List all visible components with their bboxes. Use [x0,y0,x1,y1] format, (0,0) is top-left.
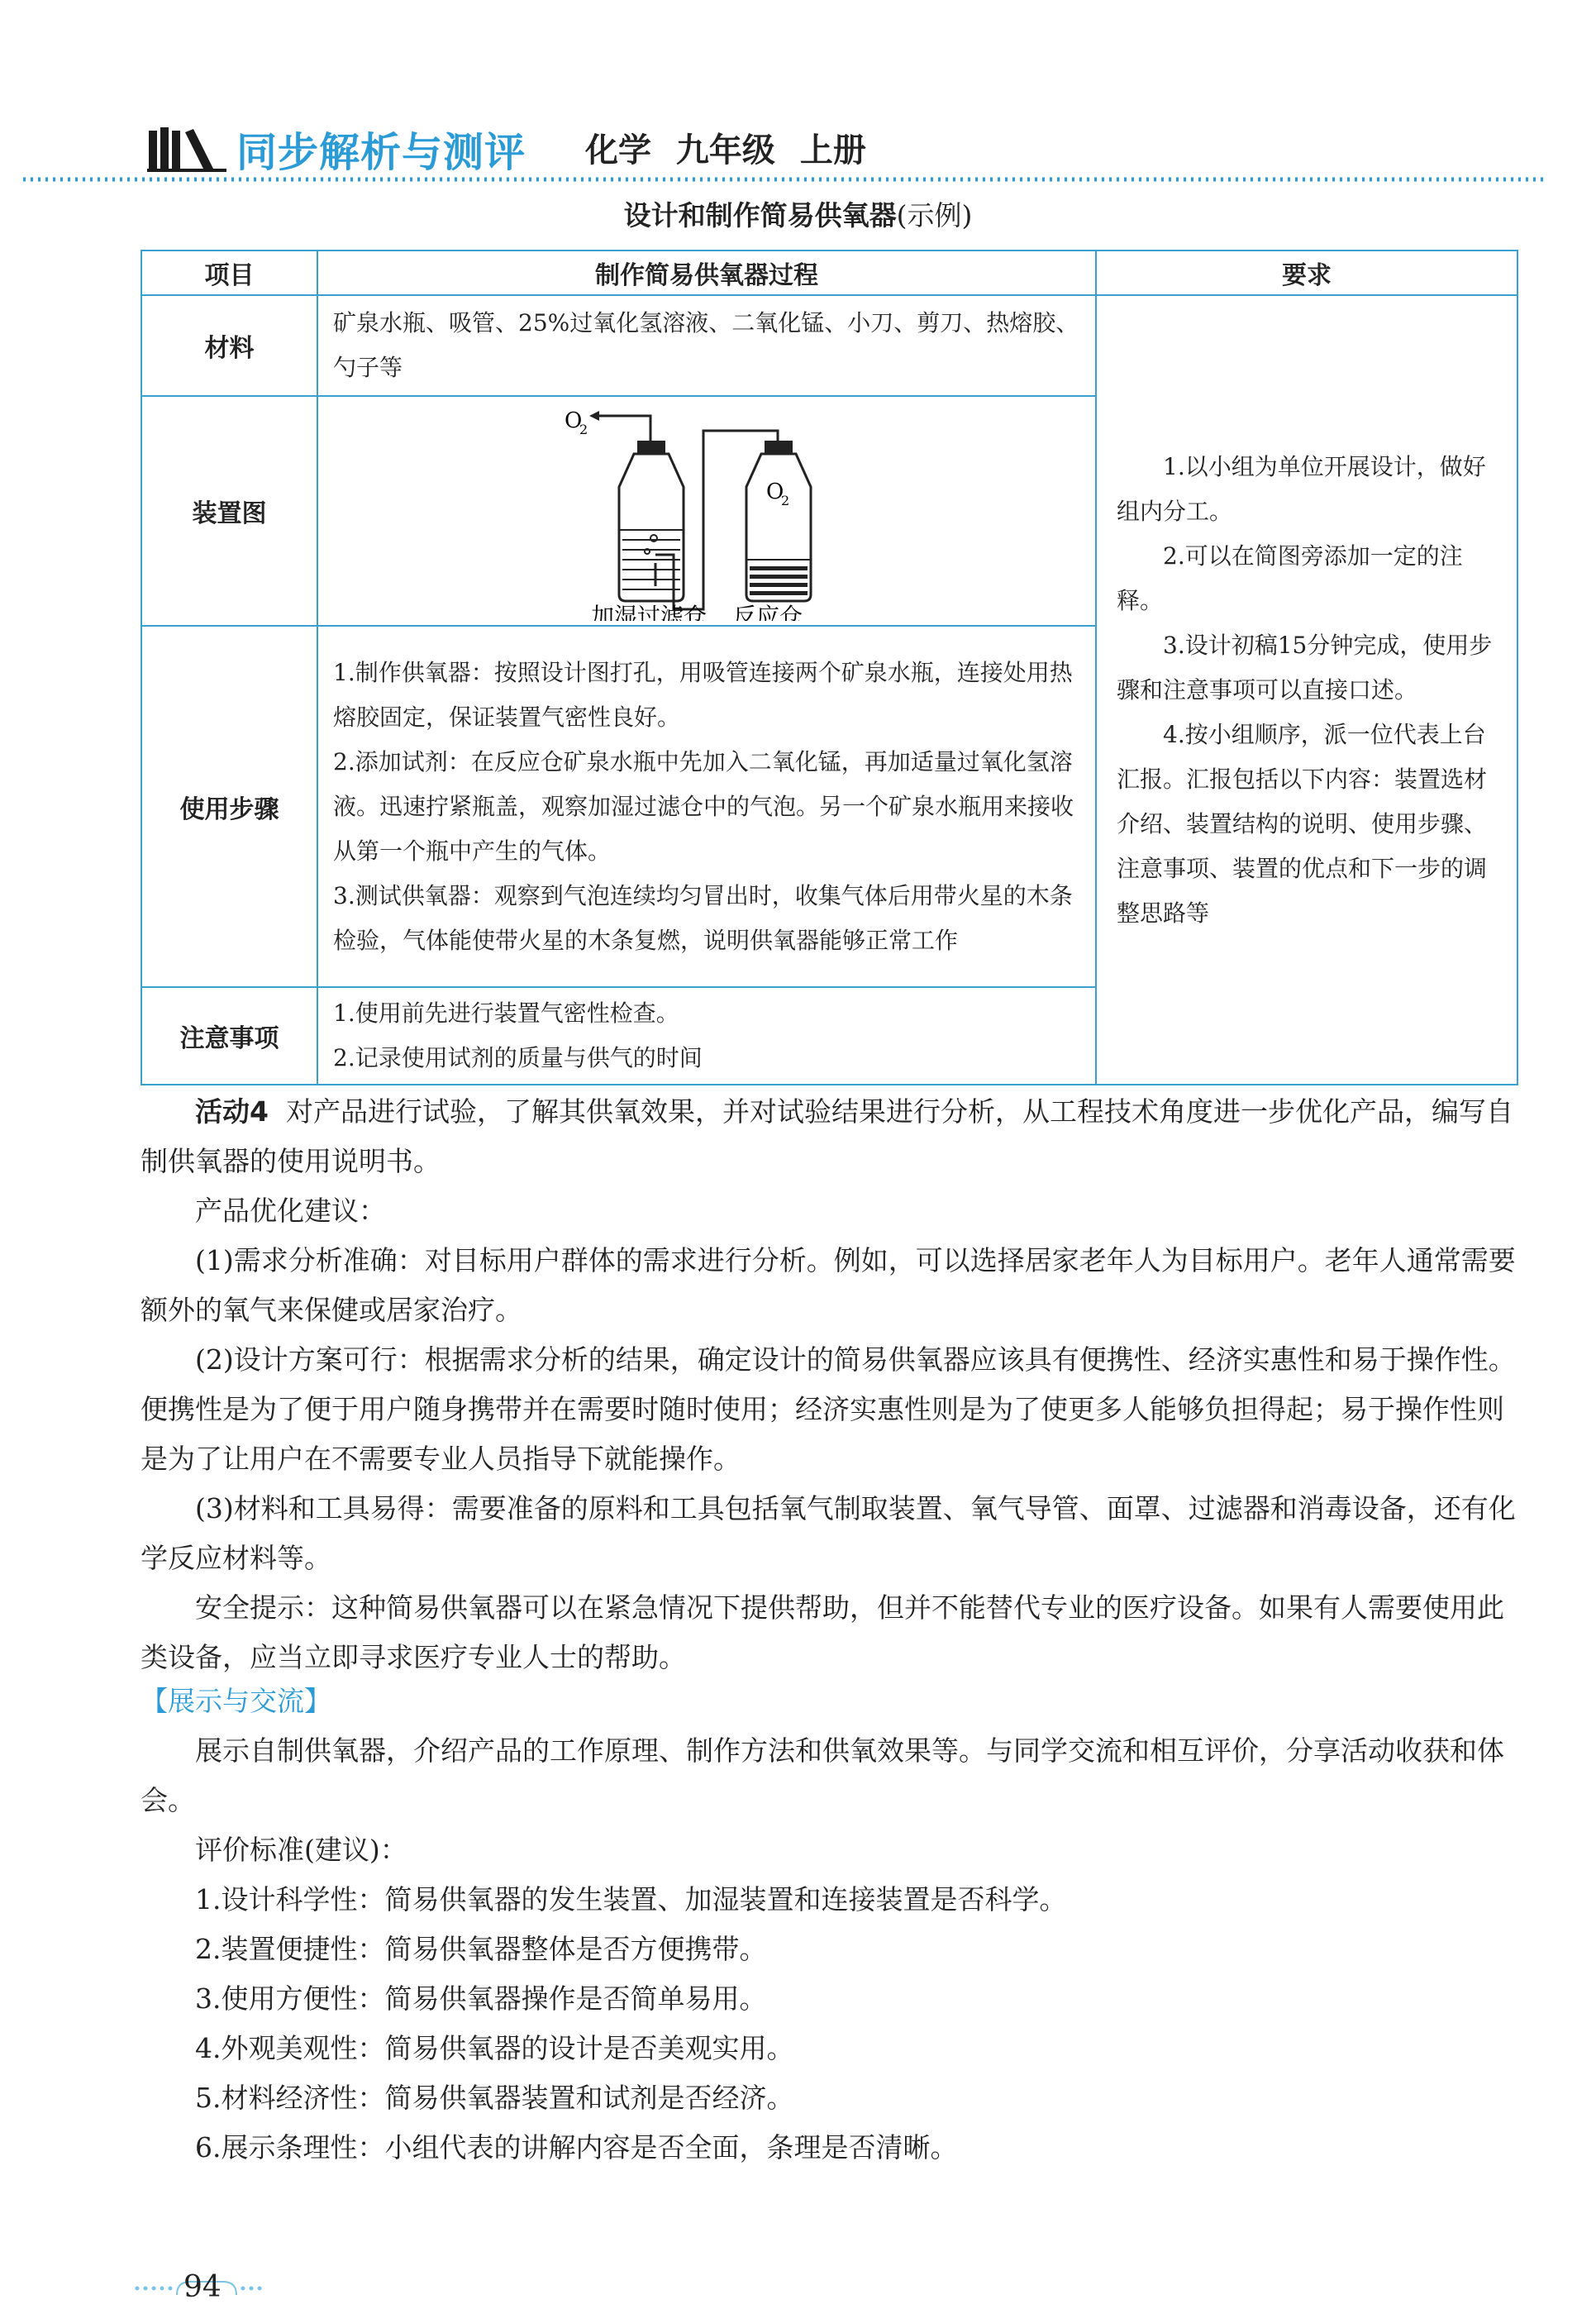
subject-title: 化学 九年级 上册 [585,131,866,169]
row-label: 材料 [141,295,317,396]
requirement-item: 3.设计初稿15分钟完成，使用步骤和注意事项可以直接口述。 [1117,631,1493,704]
requirements-cell [1096,295,1517,1085]
exchange-section [141,1677,1517,2173]
safety-tip: 安全提示：这种简易供氧器可以在紧急情况下提供帮助，但并不能替代专业的医疗设备。如果有人需要使用此类设备，应当立即寻求医疗专业人士的帮助。 [141,1591,1504,1673]
note-item: 1.使用前先进行装置气密性检查。 [333,999,679,1027]
step-item: 3.测试供氧器：观察到气泡连续均匀冒出时，收集气体后用带火星的木条检验，气体能使带火星的木条复燃，说明供氧器能够正常工作 [333,881,1073,954]
apparatus-diagram-cell [317,396,1096,626]
step-item: 1.制作供氧器：按照设计图打孔，用吸管连接两个矿泉水瓶，连接处用热熔胶固定，保证装置气密性良好。 [333,658,1073,731]
notes-cell [317,987,1096,1085]
activity-text: 对产品进行试验，了解其供氧效果，并对试验结果进行分析，从工程技术角度进一步优化产品，编写自制供氧器的使用说明书。 [141,1095,1513,1177]
apparatus-diagram [558,398,855,621]
o2-subscript-left: 2 [579,422,588,437]
table-title-suffix: (示例) [896,199,973,231]
exchange-intro: 展示自制供氧器，介绍产品的工作原理、制作方法和供氧效果等。与同学交流和相互评价，分享活动收获和体会。 [141,1734,1504,1816]
table-header-row [141,250,1517,295]
row-label: 装置图 [141,396,317,626]
criteria-item: 5.材料经济性：简易供氧器装置和试剂是否经济。 [195,2082,794,2114]
activity-paragraph [141,1087,1517,1186]
o2-label-left: O [565,408,583,433]
step-item: 2.添加试剂：在反应仓矿泉水瓶中先加入二氧化锰，再加适量过氧化氢溶液。迅速拧紧瓶盖，观察加湿过滤仓中的气泡。另一个矿泉水瓶用来接收从第一个瓶中产生的气体。 [333,747,1074,865]
criteria-item: 6.展示条理性：小组代表的讲解内容是否全面，条理是否清晰。 [195,2131,958,2163]
column-header: 项目 [141,250,317,295]
suggest-title: 产品优化建议： [195,1195,386,1227]
note-item: 2.记录使用试剂的质量与供气的时间 [333,1044,703,1071]
criteria-item: 3.使用方便性：简易供氧器操作是否简单易用。 [195,1982,767,2015]
o2-subscript-right: 2 [781,493,790,508]
criteria-title: 评价标准(建议)： [195,1834,407,1866]
caption-reactor: 反应仓 [733,603,803,621]
criteria-item: 2.装置便捷性：简易供氧器整体是否方便携带。 [195,1933,767,1965]
suggestion-item: (3)材料和工具易得：需要准备的原料和工具包括氧气制取装置、氧气导管、面罩、过滤器和消毒设备，还有化学反应材料等。 [141,1492,1516,1574]
arrow-icon [589,411,599,421]
books-icon [147,124,230,172]
steps-cell [317,626,1096,987]
activity-label: 活动4 [195,1095,269,1128]
page-header [23,124,1544,190]
caption-humidifier: 加湿过滤仓 [591,603,707,621]
page-number-text: 94 [183,2270,222,2304]
table-title: 设计和制作简易供氧器(示例) [623,199,973,231]
criteria-item: 1.设计科学性：简易供氧器的发生装置、加湿装置和连接装置是否科学。 [195,1883,1067,1915]
materials-text: 矿泉水瓶、吸管、25%过氧化氢溶液、二氧化锰、小刀、剪刀、热熔胶、勺子等 [317,295,1096,396]
requirement-item: 1.以小组为单位开展设计，做好组内分工。 [1117,452,1486,525]
row-label: 使用步骤 [141,626,317,987]
requirement-item: 2.可以在简图旁添加一定的注释。 [1117,541,1463,614]
criteria-item: 4.外观美观性：简易供氧器的设计是否美观实用。 [195,2032,794,2064]
table-row-materials [141,295,1517,396]
requirement-item: 4.按小组顺序，派一位代表上台汇报。汇报包括以下内容：装置选材介绍、装置结构的说明、使用步骤、注意事项、装置的优点和下一步的调整思路等 [1117,720,1488,927]
brand-title: 同步解析与测评 [236,129,526,176]
row-label: 注意事项 [141,987,317,1085]
suggestion-item: (1)需求分析准确：对目标用户群体的需求进行分析。例如，可以选择居家老年人为目标用户。老年人通常需要额外的氧气来保健或居家治疗。 [141,1244,1516,1326]
reactor-bottle [746,441,811,601]
o2-label-right: O [766,479,784,504]
section-heading: 【展示与交流】 [141,1685,331,1717]
suggestion-item: (2)设计方案可行：根据需求分析的结果，确定设计的简易供氧器应该具有便携性、经济实惠性和易于操作性。便携性是为了便于用户随身携带并在需要时随时使用；经济实惠性则是为了使更多人能够负担得起；易于操作性则是为了让用户在不需要专业人员指导下就能操作。 [141,1343,1516,1475]
page-number [132,2270,281,2303]
header-dotted-rule [23,174,1544,185]
column-header: 制作简易供氧器过程 [317,250,1096,295]
activity-section [141,1087,1517,1682]
design-table [141,250,1518,1085]
column-header: 要求 [1096,250,1517,295]
